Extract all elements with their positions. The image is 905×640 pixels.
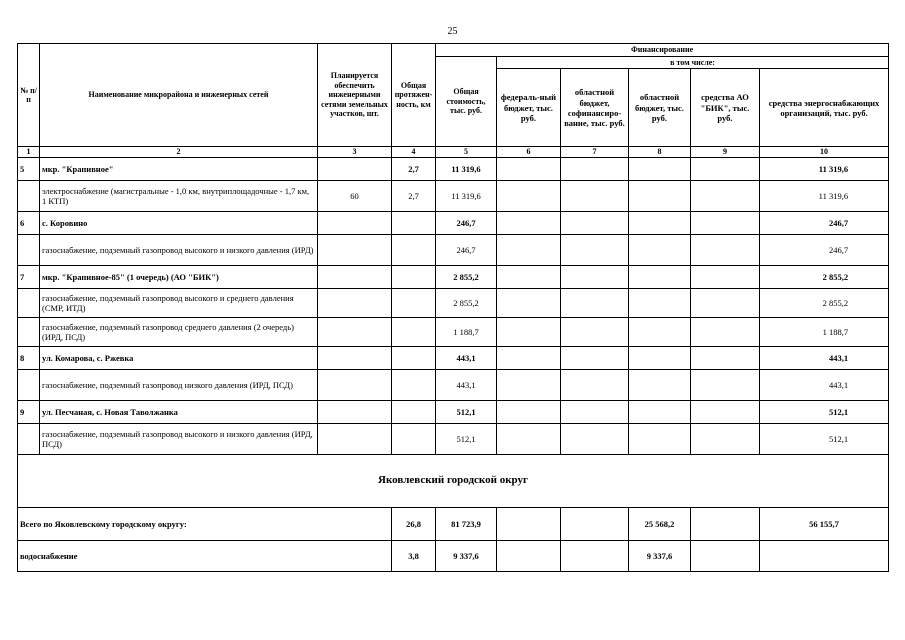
col-index: 10 bbox=[760, 147, 889, 158]
row-cost: 443,1 bbox=[436, 346, 497, 369]
water-bik bbox=[691, 540, 760, 571]
row-federal bbox=[497, 265, 561, 288]
row-planned bbox=[318, 234, 392, 265]
total-regional-cofin bbox=[561, 507, 629, 540]
col-index: 1 bbox=[18, 147, 40, 158]
row-num: 5 bbox=[18, 157, 40, 180]
table-row bbox=[18, 423, 889, 454]
header-planned: Планируется обеспечить инженерными сетями земельных участков, шт. bbox=[318, 44, 392, 147]
row-length bbox=[392, 211, 436, 234]
total-label: Всего по Яковлевскому городскому округу: bbox=[18, 507, 392, 540]
row-regional-cofin bbox=[561, 265, 629, 288]
row-bik bbox=[691, 317, 760, 346]
row-regional-cofin bbox=[561, 369, 629, 400]
row-planned bbox=[318, 317, 392, 346]
row-name: ул. Песчаная, с. Новая Таволжанка bbox=[40, 400, 318, 423]
row-regional-cofin bbox=[561, 400, 629, 423]
row-regional-cofin bbox=[561, 288, 629, 317]
row-energy: 512,1 bbox=[760, 400, 889, 423]
col-index: 4 bbox=[392, 147, 436, 158]
header-cost: Общая стоимость, тыс. руб. bbox=[436, 56, 497, 147]
row-planned bbox=[318, 369, 392, 400]
water-length: 3,8 bbox=[392, 540, 436, 571]
header-federal: федераль-ный бюджет, тыс. руб. bbox=[497, 69, 561, 147]
header-energy: средства энергоснабжающих организаций, тыс. руб. bbox=[760, 69, 889, 147]
header-num: № п/п bbox=[18, 44, 40, 147]
table-body bbox=[18, 157, 889, 454]
table-row bbox=[18, 157, 889, 180]
row-regional-cofin bbox=[561, 317, 629, 346]
row-planned bbox=[318, 265, 392, 288]
table-row bbox=[18, 369, 889, 400]
row-regional bbox=[629, 317, 691, 346]
water-federal bbox=[497, 540, 561, 571]
row-name: газоснабжение, подземный газопровод низкого давления (ИРД, ПСД) bbox=[40, 369, 318, 400]
row-length bbox=[392, 423, 436, 454]
row-regional bbox=[629, 157, 691, 180]
row-regional-cofin bbox=[561, 234, 629, 265]
header-including: в том числе: bbox=[497, 56, 889, 69]
row-regional bbox=[629, 180, 691, 211]
row-federal bbox=[497, 400, 561, 423]
row-energy: 2 855,2 bbox=[760, 288, 889, 317]
row-federal bbox=[497, 317, 561, 346]
table-row bbox=[18, 288, 889, 317]
row-planned bbox=[318, 157, 392, 180]
row-energy: 11 319,6 bbox=[760, 157, 889, 180]
row-energy: 11 319,6 bbox=[760, 180, 889, 211]
row-name: газоснабжение, подземный газопровод среднего давления (2 очередь) (ИРД, ПСД) bbox=[40, 317, 318, 346]
row-federal bbox=[497, 157, 561, 180]
row-federal bbox=[497, 369, 561, 400]
row-num bbox=[18, 369, 40, 400]
total-energy: 56 155,7 bbox=[760, 507, 889, 540]
table-row bbox=[18, 180, 889, 211]
header-regional-cofin: областной бюджет, софинансиро-вание, тыс. руб. bbox=[561, 69, 629, 147]
water-regional: 9 337,6 bbox=[629, 540, 691, 571]
row-cost: 246,7 bbox=[436, 211, 497, 234]
row-regional bbox=[629, 346, 691, 369]
table-row bbox=[18, 234, 889, 265]
district-title: Яковлевский городской округ bbox=[18, 454, 889, 507]
row-name: мкр. "Крапивное-85" (1 очередь) (АО "БИК") bbox=[40, 265, 318, 288]
row-cost: 11 319,6 bbox=[436, 180, 497, 211]
row-name: газоснабжение, подземный газопровод высокого и низкого давления (ИРД) bbox=[40, 234, 318, 265]
row-name: газоснабжение, подземный газопровод высокого и низкого давления (ИРД, ПСД) bbox=[40, 423, 318, 454]
row-bik bbox=[691, 265, 760, 288]
row-regional-cofin bbox=[561, 157, 629, 180]
row-bik bbox=[691, 423, 760, 454]
row-regional-cofin bbox=[561, 211, 629, 234]
water-regional-cofin bbox=[561, 540, 629, 571]
row-energy: 1 188,7 bbox=[760, 317, 889, 346]
row-regional bbox=[629, 211, 691, 234]
col-index: 5 bbox=[436, 147, 497, 158]
row-length bbox=[392, 265, 436, 288]
row-bik bbox=[691, 211, 760, 234]
col-index: 6 bbox=[497, 147, 561, 158]
row-cost: 443,1 bbox=[436, 369, 497, 400]
row-federal bbox=[497, 180, 561, 211]
total-federal bbox=[497, 507, 561, 540]
row-planned bbox=[318, 423, 392, 454]
table-row bbox=[18, 346, 889, 369]
row-name: электроснабжение (магистральные - 1,0 км, внутриплощадочные - 1,7 км, 1 КТП) bbox=[40, 180, 318, 211]
row-planned bbox=[318, 400, 392, 423]
table-row bbox=[18, 400, 889, 423]
row-federal bbox=[497, 346, 561, 369]
row-length bbox=[392, 346, 436, 369]
row-cost: 2 855,2 bbox=[436, 288, 497, 317]
row-federal bbox=[497, 288, 561, 317]
col-index: 3 bbox=[318, 147, 392, 158]
row-cost: 512,1 bbox=[436, 423, 497, 454]
row-bik bbox=[691, 346, 760, 369]
col-index: 9 bbox=[691, 147, 760, 158]
row-energy: 2 855,2 bbox=[760, 265, 889, 288]
row-length bbox=[392, 317, 436, 346]
financing-table bbox=[17, 43, 889, 572]
total-cost: 81 723,9 bbox=[436, 507, 497, 540]
table-row bbox=[18, 317, 889, 346]
row-num bbox=[18, 423, 40, 454]
row-cost: 512,1 bbox=[436, 400, 497, 423]
row-name: с. Коровино bbox=[40, 211, 318, 234]
table-row bbox=[18, 211, 889, 234]
header-bik: средства АО "БИК", тыс. руб. bbox=[691, 69, 760, 147]
row-length bbox=[392, 369, 436, 400]
row-energy: 443,1 bbox=[760, 346, 889, 369]
row-planned: 60 bbox=[318, 180, 392, 211]
row-cost: 1 188,7 bbox=[436, 317, 497, 346]
total-bik bbox=[691, 507, 760, 540]
row-regional-cofin bbox=[561, 423, 629, 454]
row-planned bbox=[318, 288, 392, 317]
row-num bbox=[18, 288, 40, 317]
row-length: 2,7 bbox=[392, 157, 436, 180]
row-regional bbox=[629, 265, 691, 288]
col-index: 2 bbox=[40, 147, 318, 158]
row-name: ул. Комарова, с. Ржевка bbox=[40, 346, 318, 369]
water-energy bbox=[760, 540, 889, 571]
page-number: 25 bbox=[447, 26, 458, 37]
row-bik bbox=[691, 234, 760, 265]
row-num: 9 bbox=[18, 400, 40, 423]
table-row-water bbox=[18, 540, 889, 571]
row-num: 6 bbox=[18, 211, 40, 234]
row-name: мкр. "Крапивное" bbox=[40, 157, 318, 180]
row-regional bbox=[629, 423, 691, 454]
row-length bbox=[392, 234, 436, 265]
row-length bbox=[392, 400, 436, 423]
table-row-total bbox=[18, 507, 889, 540]
row-energy: 512,1 bbox=[760, 423, 889, 454]
row-cost: 2 855,2 bbox=[436, 265, 497, 288]
row-bik bbox=[691, 180, 760, 211]
col-index: 7 bbox=[561, 147, 629, 158]
row-num bbox=[18, 317, 40, 346]
row-length bbox=[392, 288, 436, 317]
row-federal bbox=[497, 211, 561, 234]
row-planned bbox=[318, 211, 392, 234]
row-energy: 246,7 bbox=[760, 211, 889, 234]
header-length: Общая протяжен-ность, км bbox=[392, 44, 436, 147]
table-row bbox=[18, 265, 889, 288]
total-regional: 25 568,2 bbox=[629, 507, 691, 540]
row-federal bbox=[497, 234, 561, 265]
row-cost: 11 319,6 bbox=[436, 157, 497, 180]
row-bik bbox=[691, 288, 760, 317]
row-bik bbox=[691, 157, 760, 180]
column-index-row bbox=[18, 147, 889, 158]
row-regional-cofin bbox=[561, 180, 629, 211]
total-length: 26,8 bbox=[392, 507, 436, 540]
row-federal bbox=[497, 423, 561, 454]
row-regional bbox=[629, 288, 691, 317]
header-name: Наименование микрорайона и инженерных сетей bbox=[40, 44, 318, 147]
row-num bbox=[18, 180, 40, 211]
row-planned bbox=[318, 346, 392, 369]
row-num bbox=[18, 234, 40, 265]
row-cost: 246,7 bbox=[436, 234, 497, 265]
water-label: водоснабжение bbox=[18, 540, 392, 571]
row-regional-cofin bbox=[561, 346, 629, 369]
row-length: 2,7 bbox=[392, 180, 436, 211]
row-regional bbox=[629, 369, 691, 400]
header-regional: областной бюджет, тыс. руб. bbox=[629, 69, 691, 147]
row-num: 7 bbox=[18, 265, 40, 288]
row-energy: 246,7 bbox=[760, 234, 889, 265]
row-regional bbox=[629, 234, 691, 265]
row-bik bbox=[691, 369, 760, 400]
row-energy: 443,1 bbox=[760, 369, 889, 400]
col-index: 8 bbox=[629, 147, 691, 158]
header-financing: Финансирование bbox=[436, 44, 889, 57]
row-bik bbox=[691, 400, 760, 423]
row-num: 8 bbox=[18, 346, 40, 369]
water-cost: 9 337,6 bbox=[436, 540, 497, 571]
row-name: газоснабжение, подземный газопровод высокого и среднего давления (СМР, ИТД) bbox=[40, 288, 318, 317]
row-regional bbox=[629, 400, 691, 423]
